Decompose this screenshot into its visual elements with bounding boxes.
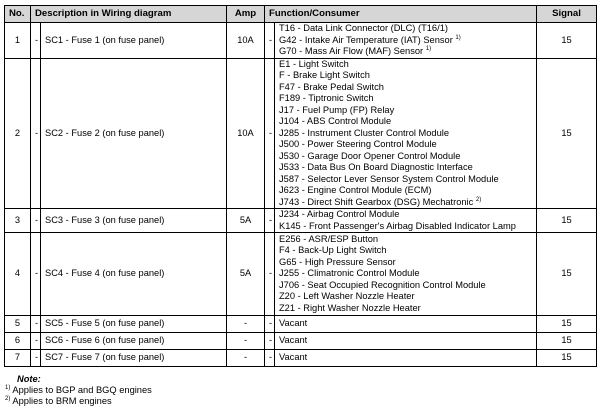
dash-marker: - xyxy=(265,23,275,59)
fuse-amperage: 5A xyxy=(227,233,265,316)
dash-marker: - xyxy=(265,233,275,316)
signal-terminal: 15 xyxy=(537,23,597,59)
function-consumer-cell xyxy=(275,233,537,316)
fuse-amperage: 10A xyxy=(227,58,265,209)
consumer-line xyxy=(279,245,532,257)
consumer-text: G70 - Mass Air Flow (MAF) Sensor xyxy=(279,46,424,56)
dash-marker: - xyxy=(265,58,275,209)
fuse-amperage: - xyxy=(227,333,265,350)
fuse-row xyxy=(5,23,597,59)
function-consumer-cell xyxy=(275,23,537,59)
function-consumer-cell xyxy=(275,350,537,367)
consumer-line xyxy=(279,303,532,315)
consumer-text: F - Brake Light Switch xyxy=(279,70,370,80)
header-amp: Amp xyxy=(227,6,265,23)
fuse-amperage: - xyxy=(227,350,265,367)
consumer-text: Vacant xyxy=(279,318,308,329)
consumer-text: E256 - ASR/ESP Button xyxy=(279,233,379,244)
consumer-text: J743 - Direct Shift Gearbox (DSG) Mechatronic xyxy=(279,196,474,207)
signal-terminal: 15 xyxy=(537,350,597,367)
fuse-number: 2 xyxy=(5,58,31,209)
consumer-text: F4 - Back-Up Light Switch xyxy=(279,245,387,256)
consumer-line xyxy=(279,221,532,233)
dash-marker: - xyxy=(31,23,41,59)
fuse-number: 1 xyxy=(5,23,31,59)
consumer-line xyxy=(279,234,532,246)
signal-terminal: 15 xyxy=(537,233,597,316)
consumer-text: J533 - Data Bus On Board Diagnostic Interface xyxy=(279,162,473,172)
consumer-line xyxy=(279,162,532,174)
consumer-line xyxy=(279,352,532,364)
consumer-text: E1 - Light Switch xyxy=(279,58,349,69)
signal-terminal: 15 xyxy=(537,316,597,333)
signal-terminal: 15 xyxy=(537,209,597,233)
consumer-text: Vacant xyxy=(279,335,308,346)
consumer-line xyxy=(279,82,532,94)
consumer-line xyxy=(279,35,532,47)
function-consumer-cell xyxy=(275,209,537,233)
consumer-text: J234 - Airbag Control Module xyxy=(279,209,400,219)
fuse-number: 7 xyxy=(5,350,31,367)
notes-title: Note: xyxy=(17,374,41,384)
consumer-text: K145 - Front Passenger's Airbag Disabled Indicator Lamp xyxy=(279,220,516,231)
consumer-line xyxy=(279,70,532,82)
consumer-text: T16 - Data Link Connector (DLC) (T16/1) xyxy=(279,23,448,33)
dash-marker: - xyxy=(31,316,41,333)
consumer-line xyxy=(279,174,532,186)
fuse-table-body xyxy=(5,23,597,367)
consumer-text: F47 - Brake Pedal Switch xyxy=(279,81,384,92)
consumer-line xyxy=(279,139,532,151)
consumer-line xyxy=(279,46,532,58)
consumer-text: J17 - Fuel Pump (FP) Relay xyxy=(279,104,395,115)
header-description: Description in Wiring diagram xyxy=(31,6,227,23)
note-item xyxy=(5,396,152,407)
consumer-line xyxy=(279,197,532,209)
fuse-number: 5 xyxy=(5,316,31,333)
function-consumer-cell xyxy=(275,316,537,333)
signal-terminal: 15 xyxy=(537,333,597,350)
note-text: Applies to BGP and BGQ engines xyxy=(12,385,152,395)
fuse-amperage: 5A xyxy=(227,209,265,233)
fuse-description: SC2 - Fuse 2 (on fuse panel) xyxy=(41,58,227,209)
fuse-row xyxy=(5,233,597,316)
header-row xyxy=(5,6,597,23)
dash-marker: - xyxy=(265,333,275,350)
note-mark: 2) xyxy=(5,395,11,402)
consumer-text: G42 - Intake Air Temperature (IAT) Sensor xyxy=(279,34,453,45)
consumer-line xyxy=(279,128,532,140)
header-no: No. xyxy=(5,6,31,23)
consumer-line xyxy=(279,105,532,117)
consumer-line xyxy=(279,268,532,280)
dash-marker: - xyxy=(31,333,41,350)
consumer-line xyxy=(279,257,532,269)
consumer-line xyxy=(279,116,532,128)
fuse-description: SC4 - Fuse 4 (on fuse panel) xyxy=(41,233,227,316)
dash-marker: - xyxy=(31,209,41,233)
dash-marker: - xyxy=(265,209,275,233)
consumer-line xyxy=(279,209,532,221)
consumer-line xyxy=(279,185,532,197)
consumer-text: Vacant xyxy=(279,352,308,363)
fuse-description: SC3 - Fuse 3 (on fuse panel) xyxy=(41,209,227,233)
footnote-marker: 1) xyxy=(455,34,461,41)
fuse-amperage: 10A xyxy=(227,23,265,59)
consumer-text: J255 - Climatronic Control Module xyxy=(279,268,420,279)
consumer-text: J500 - Power Steering Control Module xyxy=(279,139,437,149)
consumer-text: J706 - Seat Occupied Recognition Control Module xyxy=(279,279,486,290)
fuse-row xyxy=(5,350,597,367)
consumer-line xyxy=(279,151,532,163)
consumer-text: F189 - Tiptronic Switch xyxy=(279,93,374,103)
signal-terminal: 15 xyxy=(537,58,597,209)
consumer-text: Z21 - Right Washer Nozzle Heater xyxy=(279,302,421,313)
fuse-row xyxy=(5,316,597,333)
fuse-description: SC7 - Fuse 7 (on fuse panel) xyxy=(41,350,227,367)
note-text: Applies to BRM engines xyxy=(12,396,112,406)
fuse-number: 3 xyxy=(5,209,31,233)
footnote-marker: 2) xyxy=(475,196,482,203)
consumer-line xyxy=(279,23,532,35)
dash-marker: - xyxy=(31,233,41,316)
consumer-text: Z20 - Left Washer Nozzle Heater xyxy=(279,291,415,302)
fuse-number: 6 xyxy=(5,333,31,350)
fuse-table-container xyxy=(4,5,596,367)
function-consumer-cell xyxy=(275,58,537,209)
consumer-text: J104 - ABS Control Module xyxy=(279,116,392,126)
notes-section xyxy=(5,374,152,407)
header-signal: Signal xyxy=(537,6,597,23)
dash-marker: - xyxy=(265,350,275,367)
consumer-line xyxy=(279,291,532,303)
fuse-row xyxy=(5,209,597,233)
fuse-amperage: - xyxy=(227,316,265,333)
fuse-row xyxy=(5,58,597,209)
dash-marker: - xyxy=(31,58,41,209)
consumer-text: J587 - Selector Lever Sensor System Control Module xyxy=(279,173,499,184)
header-function: Function/Consumer xyxy=(265,6,537,23)
consumer-line xyxy=(279,59,532,71)
fuse-row xyxy=(5,333,597,350)
note-item xyxy=(5,385,152,396)
consumer-text: G65 - High Pressure Sensor xyxy=(279,256,396,267)
consumer-text: J530 - Garage Door Opener Control Module xyxy=(279,150,461,161)
footnote-marker: 1) xyxy=(425,45,432,52)
consumer-line xyxy=(279,280,532,292)
consumer-line xyxy=(279,318,532,330)
fuse-table xyxy=(4,5,597,367)
fuse-number: 4 xyxy=(5,233,31,316)
note-mark: 1) xyxy=(5,384,11,391)
consumer-line xyxy=(279,335,532,347)
consumer-text: J623 - Engine Control Module (ECM) xyxy=(279,185,432,195)
dash-marker: - xyxy=(31,350,41,367)
fuse-description: SC6 - Fuse 6 (on fuse panel) xyxy=(41,333,227,350)
consumer-line xyxy=(279,93,532,105)
fuse-description: SC5 - Fuse 5 (on fuse panel) xyxy=(41,316,227,333)
function-consumer-cell xyxy=(275,333,537,350)
consumer-text: J285 - Instrument Cluster Control Module xyxy=(279,127,449,138)
fuse-description: SC1 - Fuse 1 (on fuse panel) xyxy=(41,23,227,59)
dash-marker: - xyxy=(265,316,275,333)
